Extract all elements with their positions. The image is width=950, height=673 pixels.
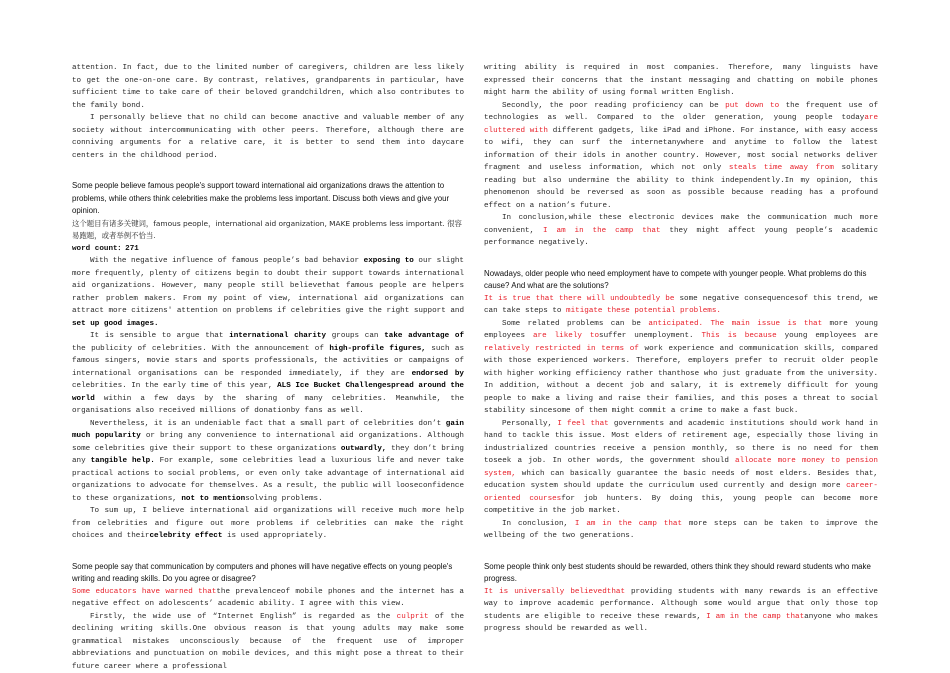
paragraph xyxy=(72,505,464,543)
text-run: some negative consequencesof this trend, we can take steps to xyxy=(484,294,878,316)
highlighted-phrase: there will undoubtedly be xyxy=(558,294,675,303)
text-run: the prevalenceof mobile phones and the internet has a negative effect on adolescents’ academic ability. I agree with this view. xyxy=(72,587,464,609)
text-run: In conclusion, xyxy=(502,519,575,528)
paragraph xyxy=(484,318,878,418)
word-count: word count：271 xyxy=(72,244,139,253)
highlighted-phrase: mitigate these potential problems. xyxy=(566,307,721,316)
text-run: It is sensible to argue that xyxy=(90,332,230,341)
highlighted-phrase: career-oriented courses xyxy=(484,482,878,503)
highlighted-phrase: This is because xyxy=(701,332,777,341)
paragraph xyxy=(484,586,878,636)
text-run: more steps can be taken to improve the wellbeing of the two generations. xyxy=(484,519,878,541)
bold-phrase: ALS Ice Bucket Challengespread around the world xyxy=(72,382,464,403)
highlighted-phrase: culprit xyxy=(396,612,429,621)
highlighted-phrase: allocate more money to pension system, xyxy=(484,457,878,478)
bold-phrase: endorsed by xyxy=(411,369,464,378)
text-run: they don’t bring any xyxy=(72,444,464,466)
highlighted-phrase: are cluttered with xyxy=(484,114,878,135)
bold-phrase: set up good images. xyxy=(72,319,159,328)
text-run: they might affect young people’s academic performance negatively. xyxy=(484,226,878,247)
text-run: the frequent use of technologies as well. Compared to the older generation, young people today xyxy=(484,101,879,122)
paragraph xyxy=(72,330,464,418)
highlighted-phrase: It is universally believedthat xyxy=(484,587,626,596)
text-run: our slight more frequently, plenty of citizens begin to doubt their support towards international aid organizations. However, many people still believethat famous people are helpers rather problem makers. From my point of view, international aid organizations can attract more citizens' attention on problems if celebrities give the right support and xyxy=(72,257,464,316)
paragraph xyxy=(484,100,878,213)
highlighted-phrase: I feel that xyxy=(557,419,609,428)
bold-phrase: high-profile figures, xyxy=(329,344,426,353)
chinese-note: 这个题目有诸多关键词，famous people，international aid organization, MAKE problems less important. 很容易跑题，或者举例不恰当. xyxy=(72,218,462,241)
highlighted-phrase: steals time away from xyxy=(728,164,834,172)
bold-phrase: international charity xyxy=(229,332,327,341)
text-run: governments and academic institutions should work hand in hand to tackle this issue. Most elders of retirement age, especially those living in industrialized countries receive a pension monthly, so there is no need for them toseek a job. In other words, the government should xyxy=(484,419,878,466)
bold-phrase: celebrity effect xyxy=(149,532,223,541)
text-run: for job hunters. By doing this, young people can become more competitive in the job market. xyxy=(484,494,878,516)
essay-question: Some people believe famous people's support toward international aid organizations draws the attention to problems, while others think celebrities make the problems less important. Discuss both views and give your opinion. xyxy=(72,181,450,216)
paragraph xyxy=(484,293,878,318)
text-run: Nevertheless, it is an undeniable fact that a small part of celebrities don’t xyxy=(90,419,446,428)
text-run: or bring any convenience to international aid organizations. Although some celebrities give their support to these organizations xyxy=(72,432,464,453)
right-column xyxy=(484,62,878,636)
bold-phrase: outwardly, xyxy=(340,444,387,453)
text-run: To sum up, I believe international aid organizations will receive much more help from celebrities and figure out more problems if celebrities can make the right choices and their xyxy=(72,507,464,541)
highlighted-phrase: relatively restricted in terms of xyxy=(484,344,639,353)
paragraph xyxy=(72,611,464,673)
bold-phrase: exposing to xyxy=(363,257,414,266)
text-run xyxy=(703,320,710,328)
text-run: of the declining writing skills.One obvious reason is that young adults may make some grammatical mistakes unconsciously because of the frequent use of improper abbreviations and punctuation on mobile devices, and this might pose a threat to their future career where a professional xyxy=(72,612,464,671)
highlighted-phrase: are likely to xyxy=(532,332,600,341)
paragraph xyxy=(484,418,878,518)
text-run: writing ability is required in most companies. Therefore, many linguists have expressed their concerns that the instant messaging and chatting on mobile phones might harm the ability of using formal written English. xyxy=(484,64,878,97)
essay-question: Some people think only best students should be rewarded, others think they should reward students who make progress. xyxy=(484,561,871,584)
highlighted-phrase: Some educators have warned that xyxy=(72,587,217,596)
text-run: Personally, xyxy=(502,419,558,428)
essay-question: Nowadays, older people who need employment have to compete with younger people. What problems do this cause? And what are the solutions? xyxy=(484,268,867,291)
highlighted-phrase: put down to xyxy=(725,101,780,110)
text-run: groups can xyxy=(326,332,385,341)
text-run: Firstly, the wide use of “Internet English” is regarded as the xyxy=(90,612,397,621)
text-run: Some related problems can be xyxy=(502,319,649,328)
paragraph xyxy=(484,212,878,250)
bold-phrase: take advantage of xyxy=(384,332,465,341)
highlighted-phrase: The main issue is that xyxy=(710,319,823,328)
text-run: celebrities. In the early time of this year, xyxy=(72,382,278,391)
bold-phrase: not to mention xyxy=(181,494,246,503)
text-run: the publicity of celebrities. With the announcement of xyxy=(72,344,330,353)
highlighted-phrase: I am in the camp that xyxy=(574,519,683,528)
text-run: different gadgets, like iPad and iPhone. For instance, with easy access to wifi, they can surf the internetanywhere and anytime to follow the latest information of their idols in another country. However, most social networks deliver fragment and useless information, which not only xyxy=(484,126,878,172)
text-run: which can basically guarantee the basic needs of most elders. Besides that, education system should update the curriculum used currently and design more xyxy=(484,469,878,491)
paragraph xyxy=(72,255,464,330)
text-run: With the negative influence of famous people’s bad behavior xyxy=(90,257,364,266)
left-column xyxy=(72,62,464,673)
text-run: such as famous singers, movie stars and sports professionals, the activities or campaigns of international organisations can be responded immediately, if they are xyxy=(72,344,465,378)
text-run: is used appropriately. xyxy=(222,532,328,541)
paragraph xyxy=(72,586,464,611)
paragraph xyxy=(72,418,464,506)
text-run: solving problems. xyxy=(245,494,323,503)
text-run: Secondly, the poor reading proficiency can be xyxy=(502,101,726,110)
bold-phrase: tangible help. xyxy=(90,457,155,466)
text-run: more young employees xyxy=(484,319,878,341)
highlighted-phrase: It is true that xyxy=(484,294,559,303)
paragraph xyxy=(484,62,878,100)
text-run: work experience and communication skills, compared with those experienced workers. Therefore, employers prefer to recruit older people with higher working efficiency rather thanthose who just graduate from the university. In addition, without a decent job and salary, it is extremely difficult for young people to make a living and raise their families, and this poses a threat to social stability sincesome of them might commit a crime to make a fast buck. xyxy=(484,344,878,416)
paragraph xyxy=(484,518,878,543)
highlighted-phrase: I am in the camp that xyxy=(543,226,661,235)
text-run: within a few days by the sharing of many celebrities. Meanwhile, the organisations also received millions of donationby fans as well. xyxy=(72,394,464,416)
bold-phrase: gain much popularity xyxy=(72,419,464,441)
text-run: In conclusion,while these electronic devices make the communication much more convenient, xyxy=(484,214,878,235)
highlighted-phrase: I am in the camp that xyxy=(706,612,805,621)
text-run: suffer unemployment. xyxy=(599,332,702,341)
essay-question: Some people say that communication by computers and phones will have negative effects on young people's writing and reading skills. Do you agree or disagree? xyxy=(72,561,453,584)
text-run: providing students with many rewards is an effective way to improve academic performance. Although some would argue that only those top students are eligible to receive these rewards, xyxy=(484,587,878,621)
paragraph: attention. In fact, due to the limited number of caregivers, children are less likely to get the one-on-one care. By contrast, relatives, grandparents in particular, have sufficient time to take care of their beloved grandchildren, which also contributes to the family bond. xyxy=(72,64,464,110)
text-run: solitary reading but also undermine the ability to think independently.In my opinion, this phenomenon should be reversed as soon as possible because reading has a profound effect on a nation’s future. xyxy=(484,164,878,210)
highlighted-phrase: anticipated. xyxy=(648,319,704,328)
paragraph: I personally believe that no child can become anactive and valuable member of any society without intercommunicating with other peers. Therefore, although there are conniving arguments for a relative care, it is better to send them into daycare centers in the childhood period. xyxy=(72,114,464,160)
text-run: young employees are xyxy=(776,332,879,341)
text-run: anyone who makes progress should be rewarded as well. xyxy=(484,612,878,634)
text-run: For example, some celebrities lead a luxurious life and never take practical actions to social problems, or even only take advantage of international aid organizations to advocate for themselves. As a result, the public will looseconfidence to these organizations, xyxy=(72,457,464,503)
